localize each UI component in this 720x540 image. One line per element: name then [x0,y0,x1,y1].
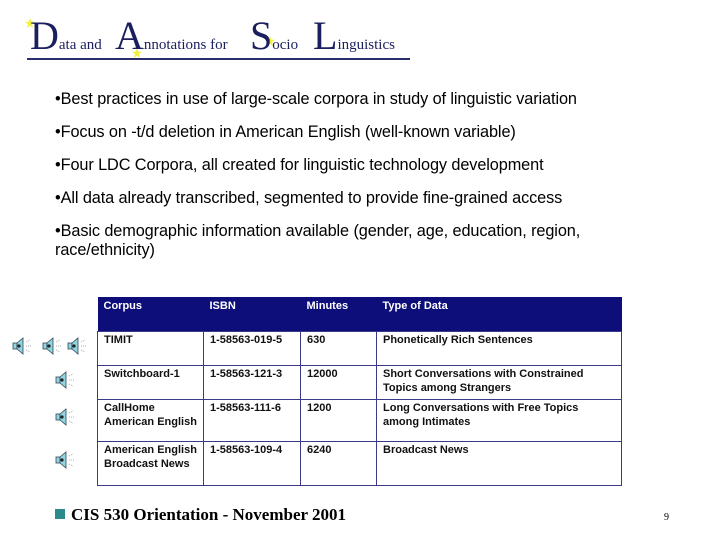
page-number: 9 [664,512,669,523]
speaker-icon[interactable] [12,336,34,356]
cell-type: Short Conversations with Constrained Topics among Strangers [377,366,622,400]
speaker-icon[interactable] [55,370,77,390]
square-bullet-icon [55,509,65,519]
table-row [98,366,622,400]
cell-isbn: 1-58563-019-5 [204,332,301,366]
cell-corpus: CallHome American English [98,400,204,442]
logo-word-annotations: Annotations for [115,13,228,58]
logo [25,13,410,62]
speaker-icon[interactable] [42,336,64,356]
bullet-item: •All data already transcribed, segmented to provide fine-grained access [55,189,563,207]
header-isbn: ISBN [204,297,301,332]
bullet-item: •Best practices in use of large-scale corpora in study of linguistic variation [55,90,577,108]
cell-minutes: 630 [301,332,377,366]
cell-isbn: 1-58563-109-4 [204,442,301,486]
table-row [98,442,622,486]
table-header-row [98,297,622,332]
table-row [98,400,622,442]
footer [55,505,346,525]
footer-text: CIS 530 Orientation - November 2001 [71,505,346,524]
bullet-item: •Focus on -t/d deletion in American English (well-known variable) [55,123,516,141]
header-corpus: Corpus [98,297,204,332]
logo-word-data: Data and [30,13,102,58]
cell-minutes: 12000 [301,366,377,400]
speaker-icon[interactable] [55,450,77,470]
cell-isbn: 1-58563-111-6 [204,400,301,442]
cell-isbn: 1-58563-121-3 [204,366,301,400]
header-type: Type of Data [377,297,622,332]
speaker-icon[interactable] [55,407,77,427]
cell-corpus: American English Broadcast News [98,442,204,486]
bullet-item: •Four LDC Corpora, all created for linguistic technology development [55,156,544,174]
bullet-item: •Basic demographic information available (gender, age, education, region, race/ethnicity) [55,222,581,259]
logo-word-socio: Socio [250,13,299,58]
cell-type: Long Conversations with Free Topics among Intimates [377,400,622,442]
logo-underline [27,58,410,60]
header-minutes: Minutes [301,297,377,332]
cell-minutes: 1200 [301,400,377,442]
bullet-list [55,90,675,274]
cell-corpus: TIMIT [98,332,204,366]
cell-corpus: Switchboard-1 [98,366,204,400]
cell-type: Broadcast News [377,442,622,486]
logo-word-linguistics: Linguistics [313,13,395,58]
cell-minutes: 6240 [301,442,377,486]
table-row [98,332,622,366]
speaker-icon[interactable] [67,336,89,356]
cell-type: Phonetically Rich Sentences [377,332,622,366]
corpora-table [97,297,622,486]
